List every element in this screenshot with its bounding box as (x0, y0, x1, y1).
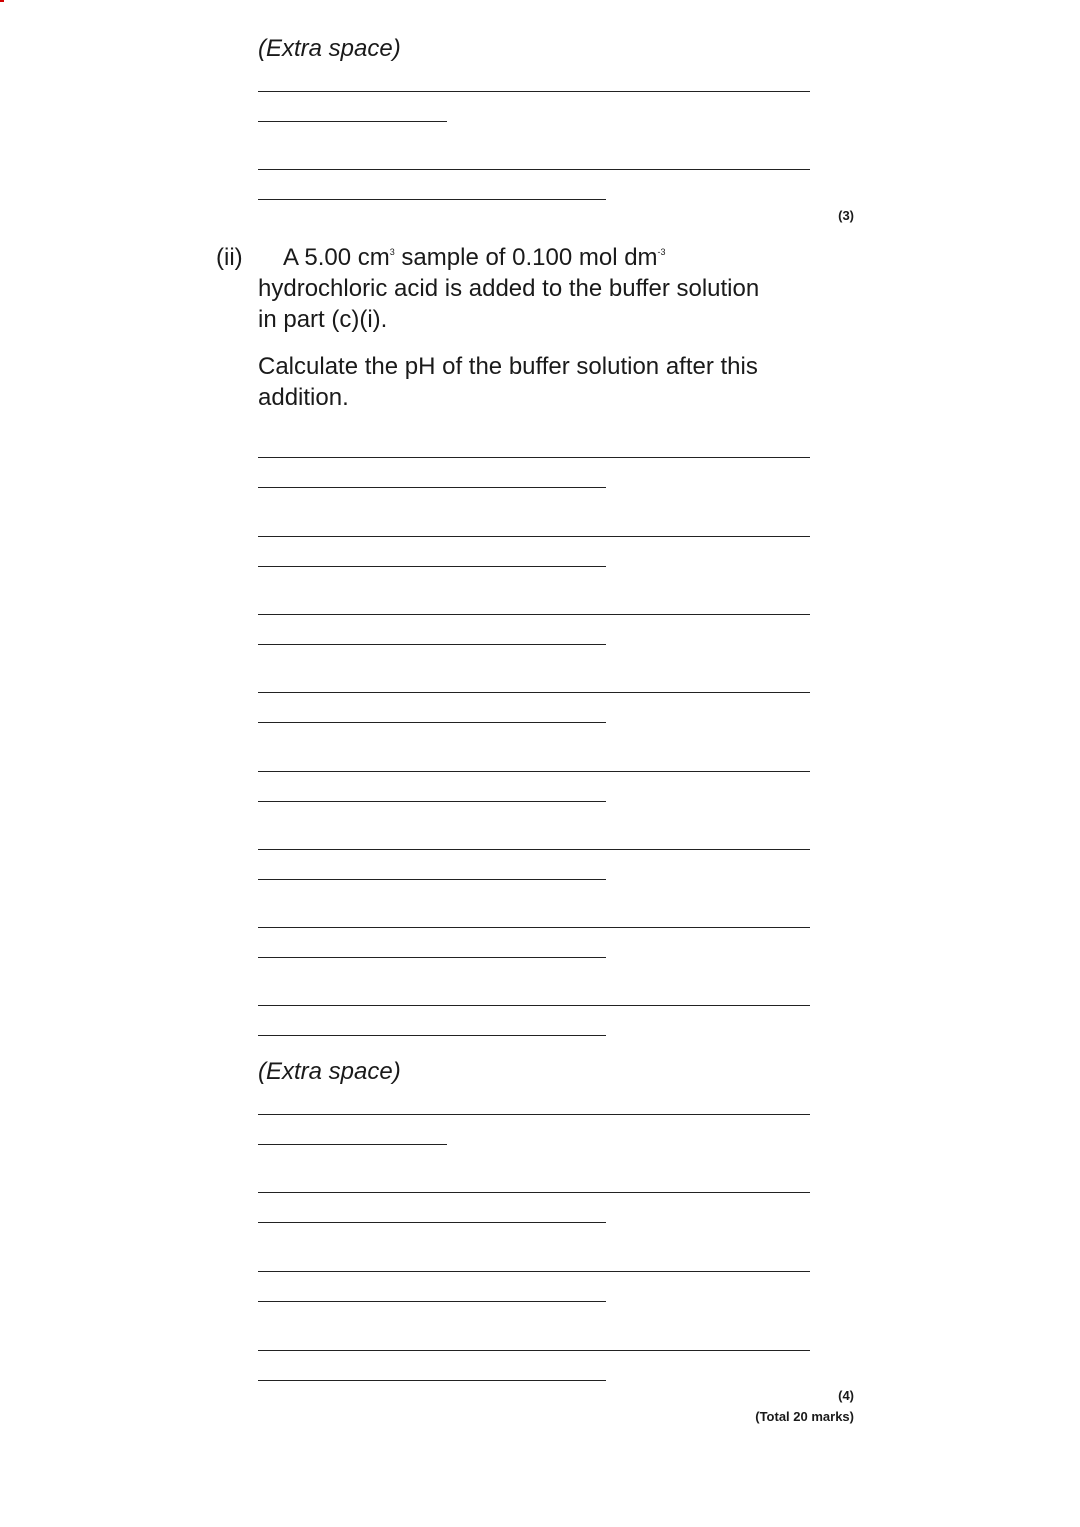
answer-line (258, 879, 606, 880)
answer-line (258, 1114, 810, 1115)
answer-line (258, 1222, 606, 1223)
answer-line (258, 644, 606, 645)
answer-line (258, 1035, 606, 1036)
answer-line (258, 957, 606, 958)
marks-allocation-4: (4) (838, 1388, 854, 1403)
answer-line (258, 487, 606, 488)
answer-line (258, 199, 606, 200)
question-text-line-2: hydrochloric acid is added to the buffer solution (258, 275, 760, 302)
answer-line (258, 536, 810, 537)
answer-line (258, 1380, 606, 1381)
answer-line (258, 121, 447, 122)
question-number: (ii) (216, 244, 243, 271)
page-corner-mark (0, 0, 4, 2)
answer-line (258, 614, 810, 615)
marks-allocation-3: (3) (838, 208, 854, 223)
question-text-line-1: A 5.00 $cm^3$ sample of 0.100 mol $dm^{-3}$ (283, 244, 666, 271)
answer-line (258, 1350, 810, 1351)
extra-space-label-bottom: (Extra space) (258, 1058, 401, 1085)
extra-space-label-top: (Extra space) (258, 35, 401, 62)
answer-line (258, 1301, 606, 1302)
answer-line (258, 771, 810, 772)
answer-line (258, 801, 606, 802)
answer-line (258, 1144, 447, 1145)
answer-line (258, 91, 810, 92)
answer-line (258, 692, 810, 693)
answer-line (258, 1271, 810, 1272)
answer-line (258, 927, 810, 928)
answer-line (258, 849, 810, 850)
answer-line (258, 1005, 810, 1006)
dm-exponent: -3 (657, 247, 666, 257)
total-marks: (Total 20 marks) (755, 1409, 854, 1424)
answer-line (258, 169, 810, 170)
answer-line (258, 566, 606, 567)
answer-line (258, 457, 810, 458)
cm-exponent: 3 (389, 247, 395, 257)
instruction-line-1: Calculate the pH of the buffer solution after this (258, 353, 758, 380)
answer-line (258, 1192, 810, 1193)
answer-line (258, 722, 606, 723)
instruction-line-2: addition. (258, 384, 349, 411)
question-text-line-3: in part (c)(i). (258, 306, 388, 333)
